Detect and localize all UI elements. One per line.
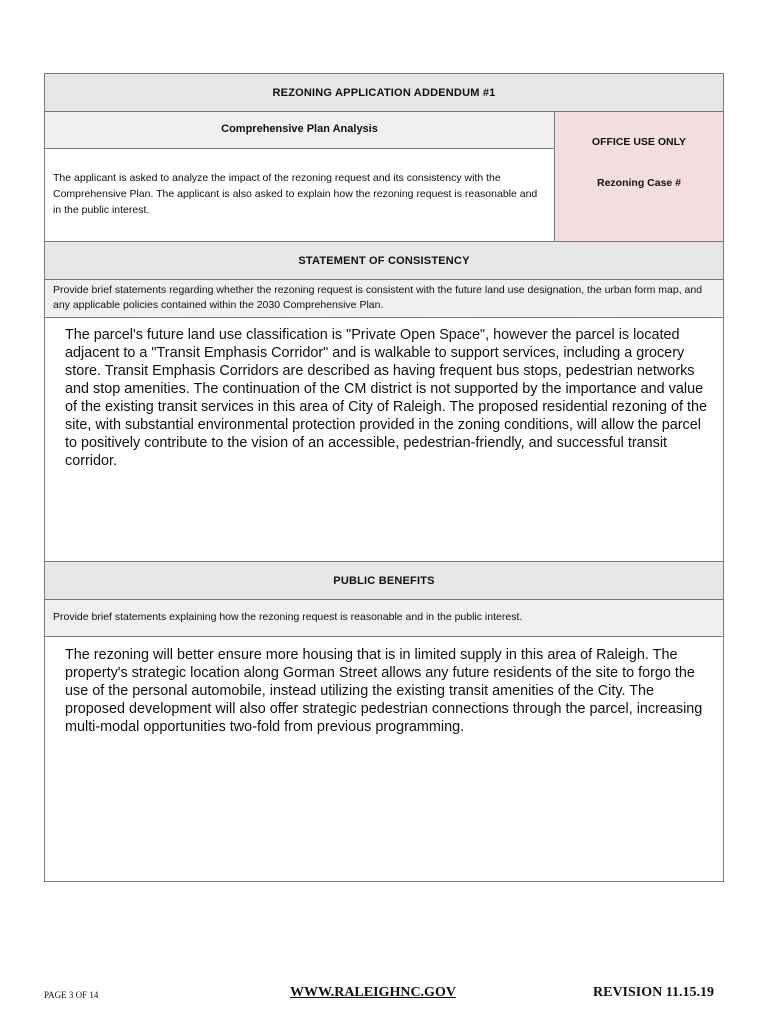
section-title: Comprehensive Plan Analysis xyxy=(45,112,555,149)
rezoning-addendum-form xyxy=(44,73,724,882)
consistency-response-field[interactable] xyxy=(45,318,723,562)
revision-label: REVISION 11.15.19 xyxy=(593,985,714,1000)
office-use-label: OFFICE USE ONLY xyxy=(591,136,687,148)
benefits-response-text: The rezoning will better ensure more housing that is in limited supply in this area of Raleigh. The property's strategic location along Gorman Street allows any future residents of the site to forgo the use of the personal automobile, instead utilizing the existing transit amenities of the City. The proposed development will also offer strategic pedestrian connections through the parcel, increasing multi-modal opportunities two-fold from previous programming. xyxy=(65,647,703,735)
consistency-header: STATEMENT OF CONSISTENCY xyxy=(45,242,723,280)
benefits-header: PUBLIC BENEFITS xyxy=(45,562,723,600)
rezoning-case-label: Rezoning Case # xyxy=(596,177,682,189)
page-number: PAGE 3 OF 14 xyxy=(44,990,99,1000)
office-use-box xyxy=(555,112,723,242)
benefits-instructions: Provide brief statements explaining how the rezoning request is reasonable and in the public interest. xyxy=(45,600,723,637)
consistency-instructions: Provide brief statements regarding whether the rezoning request is consistent with the future land use designation, the urban form map, and any applicable policies contained within the 2030 Comprehensive Plan. xyxy=(45,280,723,318)
consistency-response-text: The parcel's future land use classification is "Private Open Space", however the parcel is located adjacent to a "Transit Emphasis Corridor" and is walkable to support services, including a grocery store. Transit Emphasis Corridors are described as having frequent bus stops, pedestrian networks and stop amenities. The continuation of the CM district is not supported by the importance and value of the existing transit services in this area of City of Raleigh. The proposed residential rezoning of the site, with substantial environmental protection provided in the zoning conditions, will allow the parcel to positively contribute to the vision of an accessible, pedestrian-friendly, and successful transit corridor. xyxy=(65,327,708,469)
intro-text: The applicant is asked to analyze the impact of the rezoning request and its consistency with the Comprehensive Plan. The applicant is also asked to explain how the rezoning request is reasonable and in the public interest. xyxy=(45,149,555,242)
form-title: REZONING APPLICATION ADDENDUM #1 xyxy=(45,74,723,112)
benefits-response-field[interactable] xyxy=(45,637,723,881)
website-link[interactable]: WWW.RALEIGHNC.GOV xyxy=(290,985,456,1000)
